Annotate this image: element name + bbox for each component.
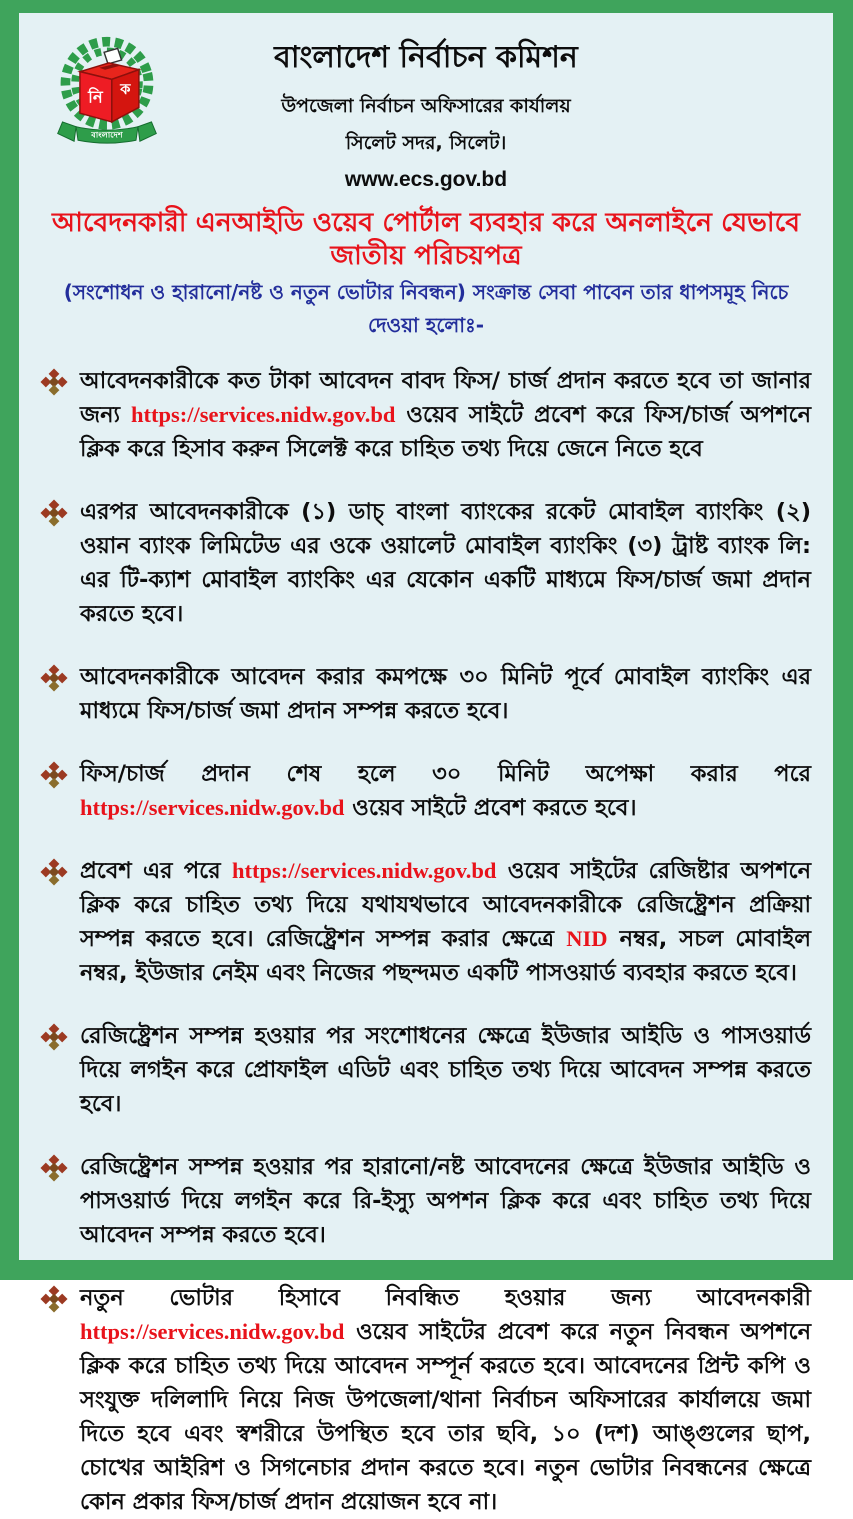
diamond-ornament-bullet-icon [41,1286,67,1312]
nidw-services-url-link[interactable]: https://services.nidw.gov.bd [231,858,497,884]
step-text [80,495,811,631]
step-text [80,1281,811,1519]
list-item [41,1150,811,1252]
step-text [80,854,811,990]
org-title: বাংলাদেশ নির্বাচন কমিশন [274,40,578,75]
location-line: সিলেট সদর, সিলেট। [345,132,507,154]
step-text [80,757,811,825]
step-text-segment: এরপর আবেদনকারীকে (১) ডাচ্‌ বাংলা ব্যাংকের রকেট মোবাইল ব্যাংকিং (২) ওয়ান ব্যাংক লিমিটেড এর ওকে ওয়ালেট মোবাইল ব্যাংকিং (৩) ট্রাষ্ট ব্যাংক লি: এর টি-ক্যাশ মোবাইল ব্যাংকিং এর যেকোন একটি মাধ্যমে ফিস/চার্জ জমা প্রদান করতে হবে। [80,499,811,628]
step-text-segment: প্রবেশ এর পরে [80,858,232,885]
nid-highlight-text: NID [566,926,608,952]
logo-ribbon-text: বাংলাদেশ [91,129,123,140]
list-item [41,1019,811,1121]
nidw-services-url-link[interactable]: https://services.nidw.gov.bd [80,795,345,821]
nidw-services-url-link[interactable]: https://services.nidw.gov.bd [80,1319,345,1345]
diamond-ornament-bullet-icon [41,369,67,395]
election-commission-logo [49,31,165,149]
logo-side-letter: ক [120,81,131,98]
step-text-segment: নতুন ভোটার হিসাবে নিবন্ধিত হওয়ার জন্য আবেদনকারী [80,1285,811,1312]
office-line: উপজেলা নির্বাচন অফিসারের কার্যালয় [281,95,571,117]
diamond-ornament-bullet-icon [41,1155,67,1181]
diamond-ornament-bullet-icon [41,1024,67,1050]
step-text-segment: ওয়েব সাইটে প্রবেশ করতে হবে। [344,795,637,822]
list-item [41,364,811,466]
diamond-ornament-bullet-icon [41,859,67,885]
notice-subtitle: (সংশোধন ও হারানো/নষ্ট ও নতুন ভোটার নিবন্ধন) সংক্রান্ত সেবা পাবেন তার ধাপসমূহ নিচে দেওয়া হলোঃ- [63,280,789,338]
notice-title: আবেদনকারী এনআইডি ওয়েব পোর্টাল ব্যবহার করে অনলাইনে যেভাবে জাতীয় পরিচয়পত্র [52,207,800,272]
step-text [80,364,811,466]
diamond-ornament-bullet-icon [41,762,67,788]
ballot-box-icon [80,63,139,122]
step-text-segment: নম্বর, সচল মোবাইল নম্বর, ইউজার নেইম এবং নিজের পছন্দমত একটি পাসওয়ার্ড ব্যবহার করতে হবে। [80,926,811,987]
website-url[interactable]: www.ecs.gov.bd [344,168,508,191]
step-text-segment: ফিস/চার্জ প্রদান শেষ হলে ৩০ মিনিট অপেক্ষা করার পরে [80,761,811,788]
ballot-paper-icon [104,48,121,63]
step-text-segment: রেজিষ্ট্রেশন সম্পন্ন হওয়ার পর হারানো/নষ্ট আবেদনের ক্ষেত্রে ইউজার আইডি ও পাসওয়ার্ড দিয়ে লগইন করে রি-ইস্যু অপশন ক্লিক করে এবং চাহিত তথ্য দিয়ে আবেদন সম্পন্ন করতে হবে। [80,1154,811,1249]
ribbon-banner-icon [58,122,157,143]
logo-front-letter: নি [88,87,103,107]
step-text-segment: আবেদনকারীকে কত টাকা আবেদন বাবদ ফিস/ চার্জ প্রদান করতে হবে তা জানার জন্য [80,368,811,429]
step-text [80,1019,811,1121]
list-item [41,757,811,825]
step-text-segment: আবেদনকারীকে আবেদন করার কমপক্ষে ৩০ মিনিট পূর্বে মোবাইল ব্যাংকিং এর মাধ্যমে ফিস/চার্জ জমা প্রদান সম্পন্ন করতে হবে। [80,664,811,725]
nidw-services-url-link[interactable]: https://services.nidw.gov.bd [131,402,396,428]
steps-list [41,364,811,1519]
list-item [41,495,811,631]
header [41,29,811,192]
step-text-segment: ওয়েব সাইটে প্রবেশ করে ফিস/চার্জ অপশনে ক্লিক করে হিসাব করুন সিলেক্ট করে চাহিত তথ্য দিয়ে জেনে নিতে হবে [80,402,811,463]
list-item [41,1281,811,1519]
step-text [80,660,811,728]
diamond-ornament-bullet-icon [41,500,67,526]
step-text-segment: ওয়েব সাইটের প্রবেশ করে নতুন নিবন্ধন অপশনে ক্লিক করে চাহিত তথ্য দিয়ে আবেদন সম্পূর্ন করতে হবে। আবেদনের প্রিন্ট কপি ও সংযুক্ত দলিলাদি নিয়ে নিজ উপজেলা/থানা নির্বাচন অফিসারের কার্যালয়ে জমা দিতে হবে এবং স্বশরীরে উপস্থিত হবে তার ছবি, ১০ (দশ) আঙ্গুলের ছাপ, চোখের আইরিশ ও সিগনেচার প্রদান করতে হবে। নতুন ভোটার নিবন্ধনের ক্ষেত্রে কোন প্রকার ফিস/চার্জ প্রদান প্রয়োজন হবে না। [80,1319,811,1516]
step-text-segment: ওয়েব সাইটের রেজিষ্টার অপশনে ক্লিক করে চাহিত তথ্য দিয়ে যথাযথভাবে আবেদনকারীকে রেজিষ্ট্রেশন প্রক্রিয়া সম্পন্ন করতে হবে। রেজিষ্ট্রেশন সম্পন্ন করার ক্ষেত্রে [80,858,812,953]
list-item [41,854,811,990]
list-item [41,660,811,728]
diamond-ornament-bullet-icon [41,665,67,691]
step-text-segment: রেজিষ্ট্রেশন সম্পন্ন হওয়ার পর সংশোধনের ক্ষেত্রে ইউজার আইডি ও পাসওয়ার্ড দিয়ে লগইন করে প্রোফাইল এডিট এবং চাহিত তথ্য দিয়ে আবেদন সম্পন্ন করতে হবে। [80,1023,811,1118]
step-text [80,1150,811,1252]
